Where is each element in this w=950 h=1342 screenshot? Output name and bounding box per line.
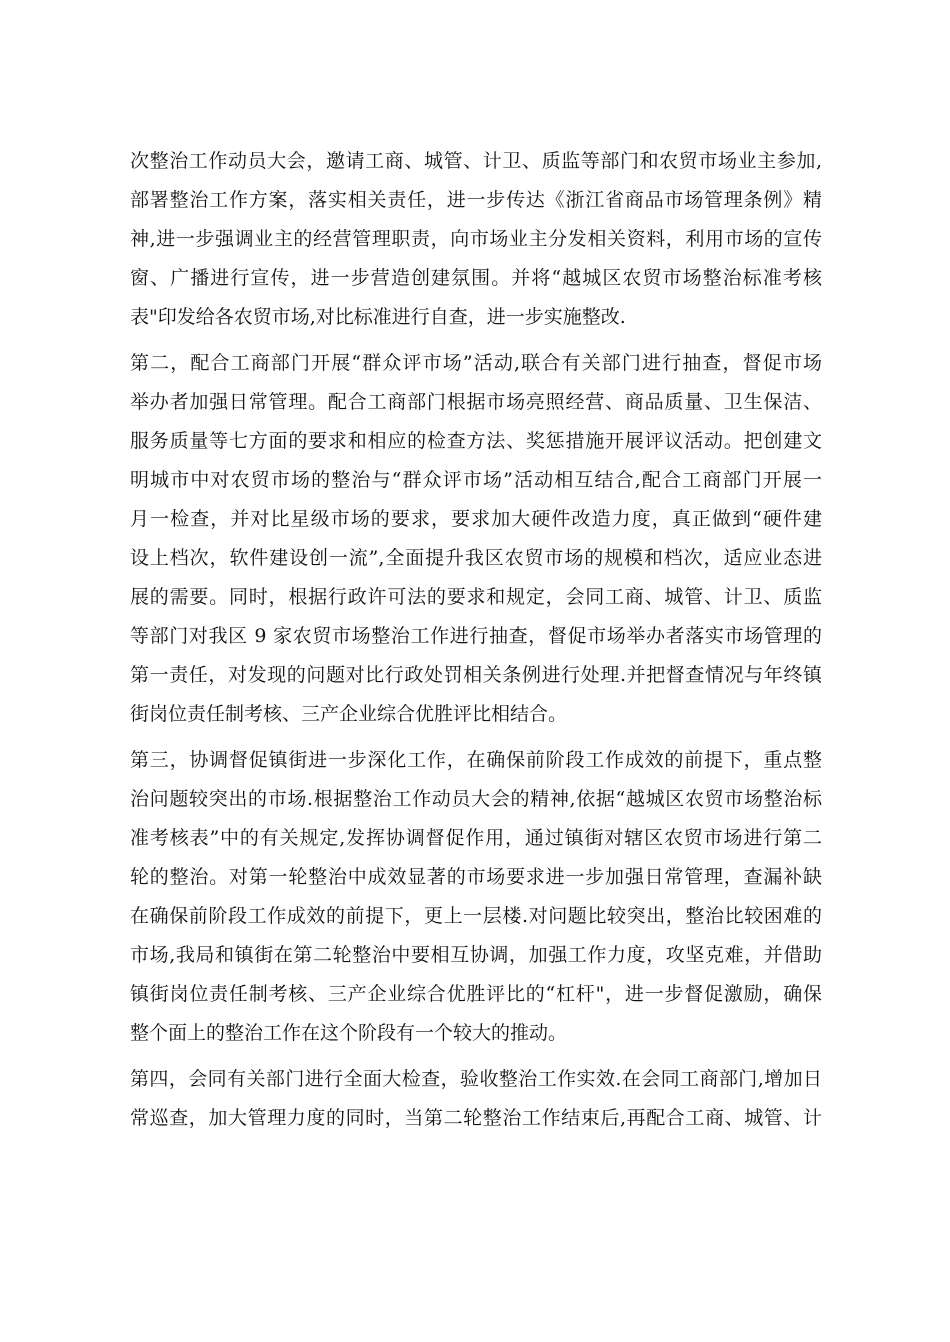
paragraph-gap [130,1053,822,1060]
text-line: 月一检查，并对比星级市场的要求，要求加大硬件改造力度，真正做到“硬件建 [130,508,822,530]
text-line: 整个面上的整治工作在这个阶段有一个较大的推动。 [130,1022,568,1044]
text-line: 神,进一步强调业主的经营管理职责，向市场业主分发相关资料，利用市场的宣传 [130,228,822,250]
text-line: 举办者加强日常管理。配合工商部门根据市场亮照经营、商品质量、卫生保洁、 [130,391,822,413]
text-line: 展的需要。同时，根据行政许可法的要求和规定，会同工商、城管、计卫、质监 [130,586,822,608]
document-body [130,0,822,1138]
paragraph [130,344,822,734]
text-line: 常巡查，加大管理力度的同时，当第二轮整治工作结束后,再配合工商、城管、计 [130,1107,822,1129]
text-line: 第三，协调督促镇街进一步深化工作，在确保前阶段工作成效的前提下，重点整 [130,749,822,771]
text-line: 治问题较突出的市场.根据整治工作动员大会的精神,依据“越城区农贸市场整治标 [130,788,822,810]
text-line: 市场,我局和镇街在第二轮整治中要相互协调，加强工作力度，攻坚克难，并借助 [130,944,822,966]
paragraph-gap [130,734,822,741]
text-line: 镇街岗位责任制考核、三产企业综合优胜评比的“杠杆"，进一步督促激励，确保 [130,983,822,1005]
text-line: 街岗位责任制考核、三产企业综合优胜评比相结合。 [130,703,568,725]
paragraph [130,1060,822,1138]
text-line: 轮的整治。对第一轮整治中成效显著的市场要求进一步加强日常管理，查漏补缺 [130,866,822,888]
text-line: 第一责任，对发现的问题对比行政处罚相关条例进行处理.并把督查情况与年终镇 [130,664,822,686]
text-line: 表"印发给各农贸市场,对比标准进行自查，进一步实施整改. [130,306,626,328]
text-line: 第四，会同有关部门进行全面大检查，验收整治工作实效.在会同工商部门,增加日 [130,1068,822,1090]
text-line: 准考核表”中的有关规定,发挥协调督促作用，通过镇街对辖区农贸市场进行第二 [130,827,822,849]
text-line: 次整治工作动员大会，邀请工商、城管、计卫、质监等部门和农贸市场业主参加, [130,150,822,172]
text-line: 在确保前阶段工作成效的前提下，更上一层楼.对问题比较突出，整治比较困难的 [130,905,822,927]
text-line: 部署整治工作方案，落实相关责任，进一步传达《浙江省商品市场管理条例》精 [130,189,822,211]
paragraph-gap [130,337,822,344]
text-line: 窗、广播进行宣传，进一步营造创建氛围。并将“越城区农贸市场整治标准考核 [130,267,822,289]
paragraph [130,741,822,1053]
text-line: 设上档次，软件建设创一流”,全面提升我区农贸市场的规模和档次，适应业态进 [130,547,822,569]
paragraph [130,142,822,337]
text-line: 服务质量等七方面的要求和相应的检查方法、奖惩措施开展评议活动。把创建文 [130,430,822,452]
text-line: 明城市中对农贸市场的整治与“群众评市场”活动相互结合,配合工商部门开展一 [130,469,822,491]
text-line: 第二，配合工商部门开展“群众评市场”活动,联合有关部门进行抽查，督促市场 [130,352,822,374]
text-line: 等部门对我区 9 家农贸市场整治工作进行抽查，督促市场举办者落实市场管理的 [130,625,822,647]
